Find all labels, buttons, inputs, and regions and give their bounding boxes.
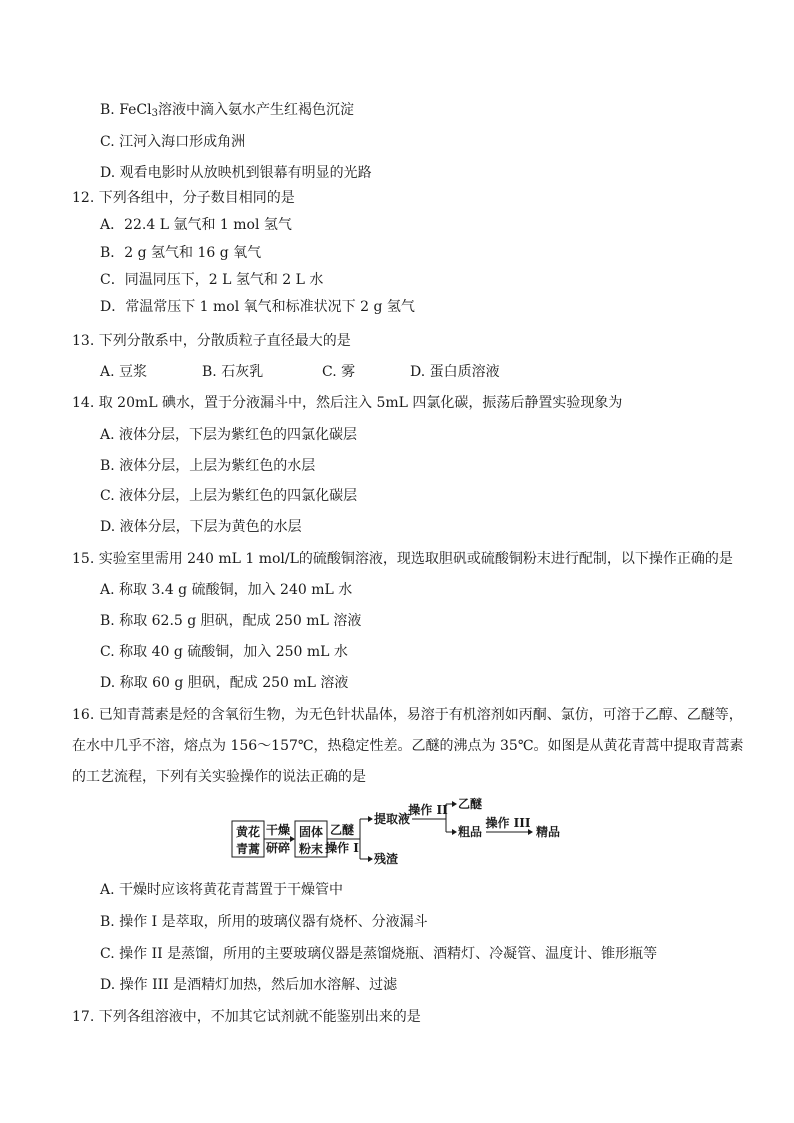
flow-arrow2-top: 乙醚 bbox=[329, 823, 355, 837]
q15-option-a: A. 称取 3.4 g 硫酸铜，加入 240 mL 水 bbox=[100, 582, 353, 598]
q14-option-c: C. 液体分层，上层为紫红色的四氯化碳层 bbox=[100, 488, 358, 504]
q11-option-d: D. 观看电影时从放映机到银幕有明显的光路 bbox=[100, 165, 372, 181]
flow-branch-1-top-head bbox=[368, 816, 373, 822]
flow-crude-label: 粗品 bbox=[458, 825, 483, 839]
flow-ether-label: 乙醚 bbox=[458, 797, 483, 811]
q15-option-d: D. 称取 60 g 胆矾，配成 250 mL 溶液 bbox=[100, 675, 349, 691]
q13-option-d: D. 蛋白质溶液 bbox=[410, 364, 500, 380]
flow-box2-bottom: 粉末 bbox=[298, 842, 324, 856]
q16-stem-line-2: 在水中几乎不溶，熔点为 156～157℃，热稳定性差。乙醚的沸点为 35℃。如图是从黄花青蒿中提取青蒿素 bbox=[72, 738, 744, 754]
q11-option-c: C. 江河入海口形成角洲 bbox=[100, 134, 246, 150]
q12-option-b: B．2 g 氢气和 16 g 氧气 bbox=[100, 245, 262, 261]
q13-option-a: A. 豆浆 bbox=[100, 364, 148, 380]
q14-option-d: D. 液体分层，下层为黄色的水层 bbox=[100, 519, 302, 535]
q12-stem: 12. 下列各组中，分子数目相同的是 bbox=[72, 190, 295, 206]
q15-option-c: C. 称取 40 g 硫酸铜，加入 250 mL 水 bbox=[100, 644, 348, 660]
q12-option-a: A．22.4 L 氩气和 1 mol 氢气 bbox=[100, 217, 292, 233]
flow-op3-label: 操作 III bbox=[485, 816, 531, 830]
q15-option-b: B. 称取 62.5 g 胆矾，配成 250 mL 溶液 bbox=[100, 613, 362, 629]
flow-arrow2-bottom: 操作 I bbox=[325, 841, 359, 855]
q13-option-c: C. 雾 bbox=[322, 364, 356, 380]
flow-box1-bottom: 青蒿 bbox=[235, 842, 261, 856]
q14-stem: 14. 取 20mL 碘水，置于分液漏斗中，然后注入 5mL 四氯化碳，振荡后静置实验现象为 bbox=[72, 395, 623, 411]
flow-branch-2-top-head bbox=[452, 801, 457, 807]
q13-options bbox=[100, 363, 500, 381]
flow-box1-top: 黄花 bbox=[235, 825, 261, 839]
q11-option-b-text: B. FeCl bbox=[100, 102, 152, 118]
flow-box2-top: 固体 bbox=[298, 825, 324, 839]
flow-arrow1-top: 干燥 bbox=[265, 823, 291, 837]
q11-option-b bbox=[100, 101, 354, 119]
flow-product-label: 精品 bbox=[536, 825, 561, 839]
q11-option-b-text-rest: 溶液中滴入氨水产生红褐色沉淀 bbox=[158, 102, 354, 118]
q15-stem: 15. 实验室里需用 240 mL 1 mol/L的硫酸铜溶液，现选取胆矾或硫酸铜粉末进行配制，以下操作正确的是 bbox=[72, 551, 733, 567]
process-flow-diagram bbox=[228, 796, 588, 868]
flow-extract-label: 提取液 bbox=[374, 812, 411, 826]
flow-op2-label: 操作 II bbox=[408, 803, 448, 817]
q16-option-b: B. 操作 I 是萃取，所用的玻璃仪器有烧杯、分液漏斗 bbox=[100, 914, 428, 930]
flow-branch-1-bottom-head bbox=[368, 856, 373, 862]
flow-arrow1-bottom: 研碎 bbox=[265, 841, 291, 855]
q16-stem-line-1: 16. 已知青蒿素是烃的含氧衍生物，为无色针状晶体，易溶于有机溶剂如丙酮、氯仿，可溶于乙醇、乙醚等， bbox=[72, 707, 743, 723]
q13-option-b: B. 石灰乳 bbox=[202, 364, 264, 380]
q11-option-b-subscript: 3 bbox=[151, 108, 158, 119]
flow-branch-2-bottom-head bbox=[452, 829, 457, 835]
q17-stem: 17. 下列各组溶液中，不加其它试剂就不能鉴别出来的是 bbox=[72, 1009, 421, 1025]
flow-arrow-1-head bbox=[290, 836, 295, 842]
q12-option-c: C．同温同压下，2 L 氢气和 2 L 水 bbox=[100, 272, 324, 288]
q14-option-b: B. 液体分层，上层为紫红色的水层 bbox=[100, 458, 316, 474]
q16-option-c: C. 操作 II 是蒸馏，所用的主要玻璃仪器是蒸馏烧瓶、酒精灯、冷凝管、温度计、锥形瓶等 bbox=[100, 946, 658, 962]
q14-option-a: A. 液体分层，下层为紫红色的四氯化碳层 bbox=[100, 427, 358, 443]
q12-option-d: D．常温常压下 1 mol 氧气和标准状况下 2 g 氢气 bbox=[100, 299, 415, 315]
q13-stem: 13. 下列分散系中，分散质粒子直径最大的是 bbox=[72, 333, 351, 349]
flow-residue-label: 残渣 bbox=[374, 852, 399, 866]
q16-stem-line-3: 的工艺流程，下列有关实验操作的说法正确的是 bbox=[72, 769, 366, 785]
q16-option-d: D. 操作 III 是酒精灯加热，然后加水溶解、过滤 bbox=[100, 977, 398, 993]
q16-option-a: A. 干燥时应该将黄花青蒿置于干燥管中 bbox=[100, 882, 344, 898]
